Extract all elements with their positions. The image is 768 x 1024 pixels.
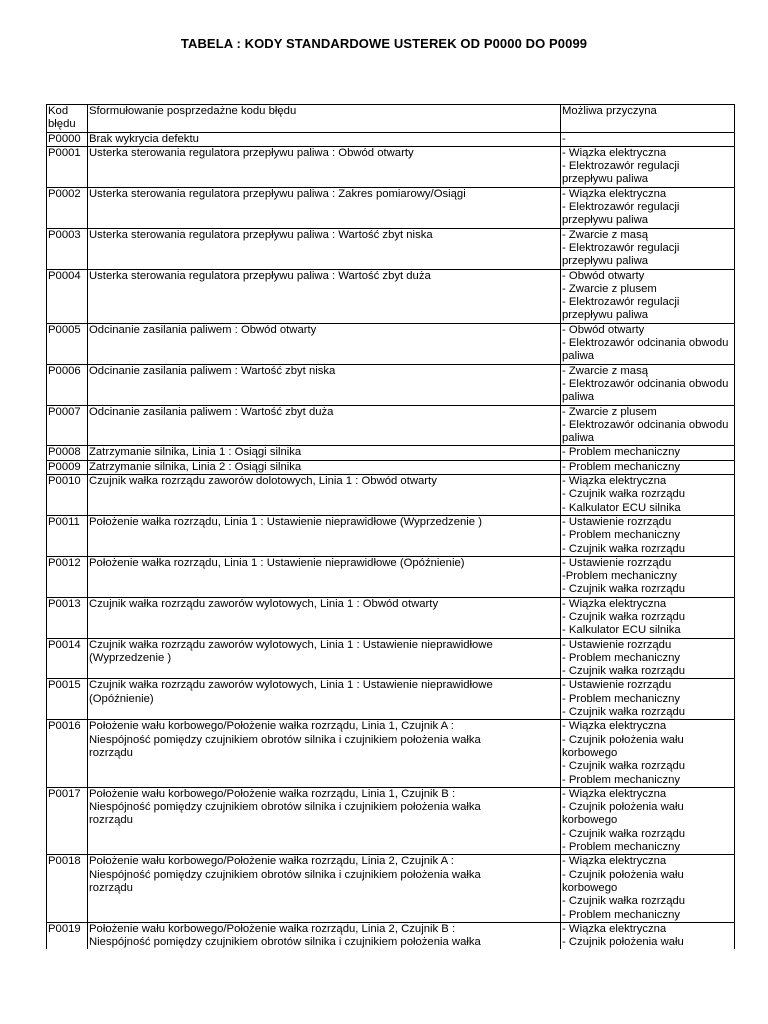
header-cause: Możliwa przyczyna — [561, 105, 735, 133]
cell-description: Usterka sterowania regulatora przepływu paliwa : Wartość zbyt duża — [88, 269, 561, 323]
cell-description: Położenie wału korbowego/Położenie wałka rozrządu, Linia 1, Czujnik B : Niespójność pomiędzy czujnikiem obrotów silnika i czujnikiem położenia wałka rozrządu — [88, 787, 561, 854]
cell-cause: - Zwarcie z masą - Elektrozawór regulacji przepływu paliwa — [561, 228, 735, 269]
table-row — [47, 922, 735, 949]
header-code: Kod błędu — [47, 105, 88, 133]
table-row — [47, 228, 735, 269]
cell-code: P0006 — [47, 364, 88, 405]
cell-description: Położenie wału korbowego/Położenie wałka rozrządu, Linia 2, Czujnik A : Niespójność pomiędzy czujnikiem obrotów silnika i czujnikiem położenia wałka rozrządu — [88, 855, 561, 922]
cell-code: P0004 — [47, 269, 88, 323]
cell-code: P0017 — [47, 787, 88, 854]
cell-cause: - Zwarcie z masą - Elektrozawór odcinania obwodu paliwa — [561, 364, 735, 405]
table-row — [47, 515, 735, 556]
table-row — [47, 323, 735, 364]
page-title: TABELA : KODY STANDARDOWE USTEREK OD P0000 DO P0099 — [180, 36, 588, 51]
table-row — [47, 720, 735, 787]
cell-code: P0001 — [47, 146, 88, 187]
cell-code: P0014 — [47, 638, 88, 679]
cell-description: Odcinanie zasilania paliwem : Wartość zbyt niska — [88, 364, 561, 405]
cell-description: Odcinanie zasilania paliwem : Obwód otwarty — [88, 323, 561, 364]
cell-code: P0000 — [47, 132, 88, 146]
table-row — [47, 475, 735, 516]
cell-cause: - Wiązka elektryczna - Czujnik położenia wału korbowego - Czujnik wałka rozrządu - Problem mechaniczny — [561, 855, 735, 922]
cell-description: Usterka sterowania regulatora przepływu paliwa : Obwód otwarty — [88, 146, 561, 187]
cell-description: Czujnik wałka rozrządu zaworów wylotowych, Linia 1 : Obwód otwarty — [88, 597, 561, 638]
cell-description: Położenie wałka rozrządu, Linia 1 : Ustawienie nieprawidłowe (Wyprzedzenie ) — [88, 515, 561, 556]
table-row — [47, 855, 735, 922]
cell-description: Położenie wału korbowego/Położenie wałka rozrządu, Linia 1, Czujnik A : Niespójność pomiędzy czujnikiem obrotów silnika i czujnikiem położenia wałka rozrządu — [88, 720, 561, 787]
table-body — [47, 105, 735, 950]
table-row — [47, 269, 735, 323]
table-row — [47, 787, 735, 854]
cell-code: P0013 — [47, 597, 88, 638]
cell-code: P0010 — [47, 475, 88, 516]
cell-cause: - Ustawienie rozrządu -Problem mechaniczny - Czujnik wałka rozrządu — [561, 556, 735, 597]
table-row — [47, 446, 735, 460]
cell-cause: - — [561, 132, 735, 146]
cell-description: Odcinanie zasilania paliwem : Wartość zbyt duża — [88, 405, 561, 446]
fault-code-table — [46, 104, 735, 949]
cell-code: P0015 — [47, 679, 88, 720]
cell-cause: - Ustawienie rozrządu - Problem mechaniczny - Czujnik wałka rozrządu — [561, 515, 735, 556]
table-row — [47, 638, 735, 679]
cell-description: Zatrzymanie silnika, Linia 1 : Osiągi silnika — [88, 446, 561, 460]
cell-cause: - Problem mechaniczny — [561, 446, 735, 460]
header-description: Sformułowanie posprzedażne kodu błędu — [88, 105, 561, 133]
table-row — [47, 679, 735, 720]
table-row — [47, 405, 735, 446]
cell-description: Czujnik wałka rozrządu zaworów wylotowych, Linia 1 : Ustawienie nieprawidłowe (Wyprzedzenie ) — [88, 638, 561, 679]
cell-cause: - Wiązka elektryczna - Czujnik wałka rozrządu - Kalkulator ECU silnika — [561, 597, 735, 638]
table-row — [47, 597, 735, 638]
cell-code: P0005 — [47, 323, 88, 364]
cell-cause: - Ustawienie rozrządu - Problem mechaniczny - Czujnik wałka rozrządu — [561, 638, 735, 679]
cell-code: P0011 — [47, 515, 88, 556]
cell-cause: - Wiązka elektryczna - Elektrozawór regulacji przepływu paliwa — [561, 146, 735, 187]
table-row — [47, 187, 735, 228]
table-row — [47, 364, 735, 405]
cell-code: P0018 — [47, 855, 88, 922]
cell-code: P0012 — [47, 556, 88, 597]
cell-code: P0016 — [47, 720, 88, 787]
cell-description: Brak wykrycia defektu — [88, 132, 561, 146]
table-row — [47, 460, 735, 474]
cell-cause: - Obwód otwarty - Zwarcie z plusem - Elektrozawór regulacji przepływu paliwa — [561, 269, 735, 323]
table-row — [47, 556, 735, 597]
cell-code: P0008 — [47, 446, 88, 460]
cell-description: Usterka sterowania regulatora przepływu paliwa : Wartość zbyt niska — [88, 228, 561, 269]
cell-description: Zatrzymanie silnika, Linia 2 : Osiągi silnika — [88, 460, 561, 474]
cell-description: Czujnik wałka rozrządu zaworów wylotowych, Linia 1 : Ustawienie nieprawidłowe (Opóźnienie) — [88, 679, 561, 720]
cell-cause: - Wiązka elektryczna - Czujnik wałka rozrządu - Kalkulator ECU silnika — [561, 475, 735, 516]
table-row — [47, 146, 735, 187]
cell-cause: - Problem mechaniczny — [561, 460, 735, 474]
cell-cause: - Wiązka elektryczna - Czujnik położenia wału — [561, 922, 735, 949]
cell-description: Położenie wałka rozrządu, Linia 1 : Ustawienie nieprawidłowe (Opóźnienie) — [88, 556, 561, 597]
cell-cause: - Wiązka elektryczna - Czujnik położenia wału korbowego - Czujnik wałka rozrządu - Problem mechaniczny — [561, 720, 735, 787]
table-header-row — [47, 105, 735, 133]
cell-description: Usterka sterowania regulatora przepływu paliwa : Zakres pomiarowy/Osiągi — [88, 187, 561, 228]
cell-cause: - Ustawienie rozrządu - Problem mechaniczny - Czujnik wałka rozrządu — [561, 679, 735, 720]
cell-code: P0019 — [47, 922, 88, 949]
cell-description: Czujnik wałka rozrządu zaworów dolotowych, Linia 1 : Obwód otwarty — [88, 475, 561, 516]
cell-code: P0002 — [47, 187, 88, 228]
cell-code: P0007 — [47, 405, 88, 446]
cell-cause: - Wiązka elektryczna - Elektrozawór regulacji przepływu paliwa — [561, 187, 735, 228]
table-row — [47, 132, 735, 146]
cell-code: P0009 — [47, 460, 88, 474]
cell-cause: - Wiązka elektryczna - Czujnik położenia wału korbowego - Czujnik wałka rozrządu - Problem mechaniczny — [561, 787, 735, 854]
cell-description: Położenie wału korbowego/Położenie wałka rozrządu, Linia 2, Czujnik B : Niespójność pomiędzy czujnikiem obrotów silnika i czujnikiem położenia wałka — [88, 922, 561, 949]
cell-cause: - Obwód otwarty - Elektrozawór odcinania obwodu paliwa — [561, 323, 735, 364]
cell-cause: - Zwarcie z plusem - Elektrozawór odcinania obwodu paliwa — [561, 405, 735, 446]
cell-code: P0003 — [47, 228, 88, 269]
